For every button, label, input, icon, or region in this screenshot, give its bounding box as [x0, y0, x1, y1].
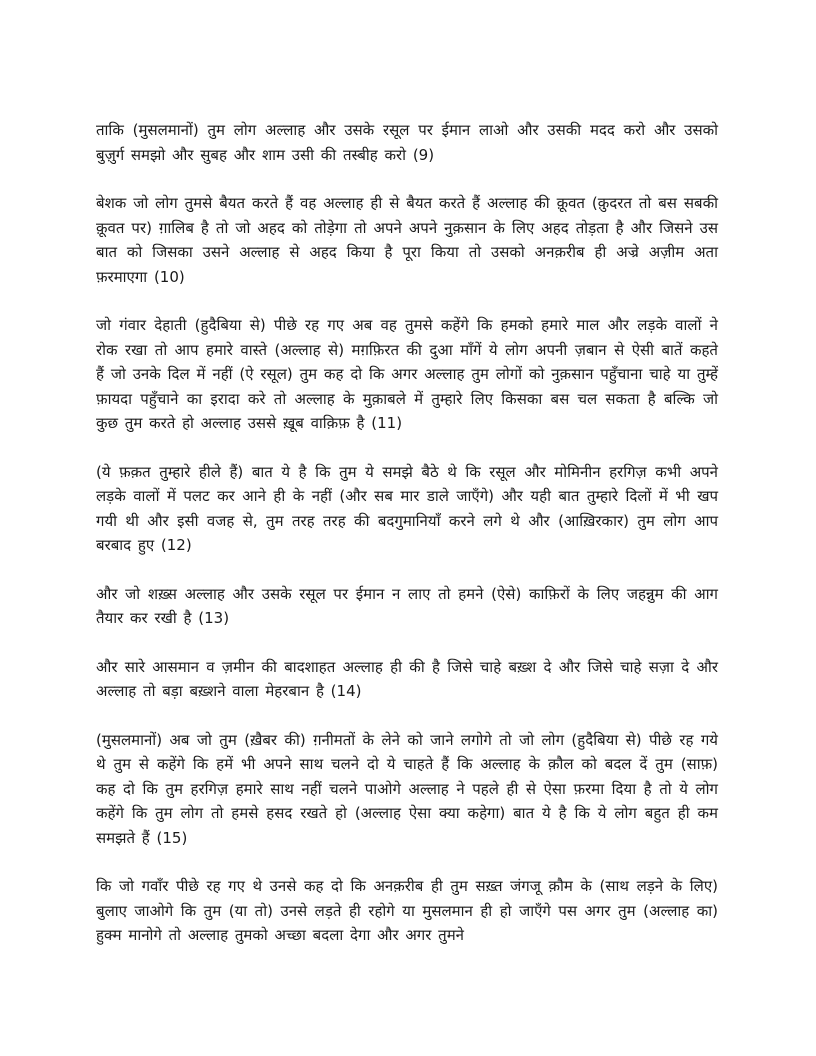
verse-paragraph-13: और जो शख़्स अल्लाह और उसके रसूल पर ईमान न लाए तो हमने (ऐसे) काफ़िरों के लिए जहन्नुम की आग तैयार कर रखी है (13) [96, 584, 718, 627]
verse-paragraph-16: कि जो गवाँर पीछे रह गए थे उनसे कह दो कि अनक़रीब ही तुम सख़्त जंगजू क़ौम के (साथ लड़ने के लिए) बुलाए जाओगे कि तुम (या तो) उनसे लड़ते ही रहोगे या मुसलमान ही हो जाएँगे पस अगर तुम (अल्लाह का) हुक्म मानोगे तो अल्लाह तुमको अच्छा बदला देगा और अगर तुमने [96, 877, 718, 944]
verse-paragraph-11: जो गंवार देहाती (हुदैबिया से) पीछे रह गए अब वह तुमसे कहेंगे कि हमको हमारे माल और लड़के वालों ने रोक रखा तो आप हमारे वास्ते (अल्लाह से) मग़फ़िरत की दुआ माँगें ये लोग अपनी ज़बान से ऐसी बातें कहते हैं जो उनके दिल में नहीं (ऐ रसूल) तुम कह दो कि अगर अल्लाह तुम लोगों को नुक़सान पहुँचाना चाहे या तुम्हें फ़ायदा पहुँचाने का इरादा करे तो अल्लाह के मुक़ाबले में तुम्हारे लिए किसका बस चल सकता है बल्कि जो कुछ तुम करते हो अल्लाह उससे ख़ूब वाक़िफ़ है (11) [96, 316, 718, 432]
verse-paragraph-10: बेशक जो लोग तुमसे बैयत करते हैं वह अल्लाह ही से बैयत करते हैं अल्लाह की क़ूवत (क़ुदरत तो बस सबकी क़ूवत पर) ग़ालिब है तो जो अहद को तोड़ेगा तो अपने अपने नुक़सान के लिए अहद तोड़ता है और जिसने उस बात को जिसका उसने अल्लाह से अहद किया है पूरा किया तो उसको अनक़रीब ही अज्रे अज़ीम अता फ़रमाएगा (10) [96, 194, 718, 286]
verse-paragraph-12: (ये फ़क़त तुम्हारे हीले हैं) बात ये है कि तुम ये समझे बैठे थे कि रसूल और मोमिनीन हरगिज़ कभी अपने लड़के वालों में पलट कर आने ही के नहीं (और सब मार डाले जाएँगे) और यही बात तुम्हारे दिलों में भी खप गयी थी और इसी वजह से, तुम तरह तरह की बदगुमानियाँ करने लगे थे और (आख़िरकार) तुम लोग आप बरबाद हुए (12) [96, 462, 718, 554]
verse-paragraph-15: (मुसलमानों) अब जो तुम (ख़ैबर की) ग़नीमतों के लेने को जाने लगोगे तो जो लोग (हुदैबिया से) पीछे रह गये थे तुम से कहेंगे कि हमें भी अपने साथ चलने दो ये चाहते हैं कि अल्लाह के क़ौल को बदल दें तुम (साफ़) कह दो कि तुम हरगिज़ हमारे साथ नहीं चलने पाओगे अल्लाह ने पहले ही से ऐसा फ़रमा दिया है तो ये लोग कहेंगे कि तुम लोग तो हमसे हसद रखते हो (अल्लाह ऐसा क्या कहेगा) बात ये है कि ये लोग बहुत ही कम समझते हैं (15) [96, 730, 718, 847]
verse-paragraph-14: और सारे आसमान व ज़मीन की बादशाहत अल्लाह ही की है जिसे चाहे बख़्श दे और जिसे चाहे सज़ा दे और अल्लाह तो बड़ा बख़्शने वाला मेहरबान है (14) [96, 657, 718, 700]
verse-paragraph-9: ताकि (मुसलमानों) तुम लोग अल्लाह और उसके रसूल पर ईमान लाओ और उसकी मदद करो और उसको बुज़ुर्ग समझो और सुबह और शाम उसी की तस्बीह करो (9) [96, 121, 718, 164]
document-page [96, 118, 718, 972]
